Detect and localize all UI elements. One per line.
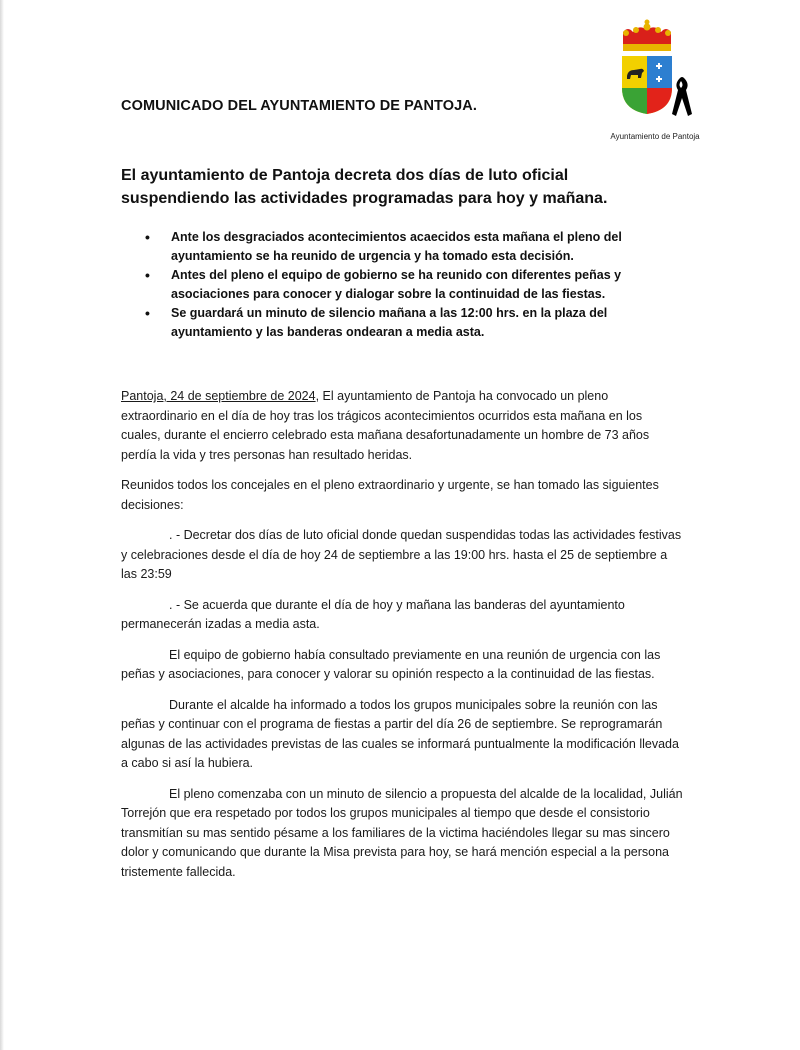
intro-text: , El ayuntamiento de Pantoja ha convocado un pleno extraordinario en el día de hoy tras los trágicos acontecimientos ocurridos esta mañana en los cuales, durante el encierro celebrado esta mañana desafortunadamente un hombre de 73 años perdía la vida y tres personas han resultado heridas. [121,389,650,462]
dateline: Pantoja, 24 de septiembre de 2024 [121,389,316,403]
paragraph-intro [121,387,683,465]
list-item: • Antes del pleno el equipo de gobierno se ha reunido con diferentes peñas y asociaciones para conocer y dialogar sobre la continuidad de las fiestas. [145,266,690,304]
paragraph: Durante el alcalde ha informado a todos los grupos municipales sobre la reunión con las peñas y continuar con el programa de fiestas a partir del día 26 de septiembre. Se reprogramarán algunas de las actividades previstas de las cuales se informará puntualmente la modificación llevada a cabo si así la hubiera. [121,697,679,770]
paragraph: El equipo de gobierno había consultado previamente en una reunión de urgencia con las peñas y asociaciones, para conocer y valorar su opinión respecto a la continuidad de las fiestas. [121,647,661,681]
summary-list [145,228,690,342]
page-title: COMUNICADO DEL AYUNTAMIENTO DE PANTOJA. [121,98,477,114]
logo-caption: Ayuntamiento de Pantoja [610,132,700,141]
press-release-body [121,387,683,893]
headline: El ayuntamiento de Pantoja decreta dos días de luto oficial suspendiendo las actividades programadas para hoy y mañana. [121,167,608,207]
paragraph: El pleno comenzaba con un minuto de silencio a propuesta del alcalde de la localidad, Julián Torrejón que era respetado por todos los grupos municipales al tiempo que desde el consistorio transmitían su mas sentido pésame a los familiares de la victima haciéndoles llegar su mas sincero dolor y comunicando que durante la Misa prevista para hoy, se hará mención especial a la persona tristemente fallecida. [121,786,683,879]
list-item: • Se guardará un minuto de silencio mañana a las 12:00 hrs. en la plaza del ayuntamiento y las banderas ondearan a media asta. [145,304,690,342]
decision-item: . - Decretar dos días de luto oficial donde quedan suspendidas todas las actividades festivas y celebraciones desde el día de hoy 24 de septiembre a las 19:00 hrs. hasta el 25 de septiembre a las 23:59 [121,528,682,581]
coat-of-arms-icon [614,18,696,130]
decision-item: . - Se acuerda que durante el día de hoy y mañana las banderas del ayuntamiento permanecerán izadas a media asta. [121,597,625,631]
coat-of-arms-logo [600,18,710,148]
list-item: • Ante los desgraciados acontecimientos acaecidos esta mañana el pleno del ayuntamiento se ha reunido de urgencia y ha tomado esta decisión. [145,228,690,266]
paragraph: Reunidos todos los concejales en el pleno extraordinario y urgente, se han tomado las siguientes decisiones: [121,478,659,512]
